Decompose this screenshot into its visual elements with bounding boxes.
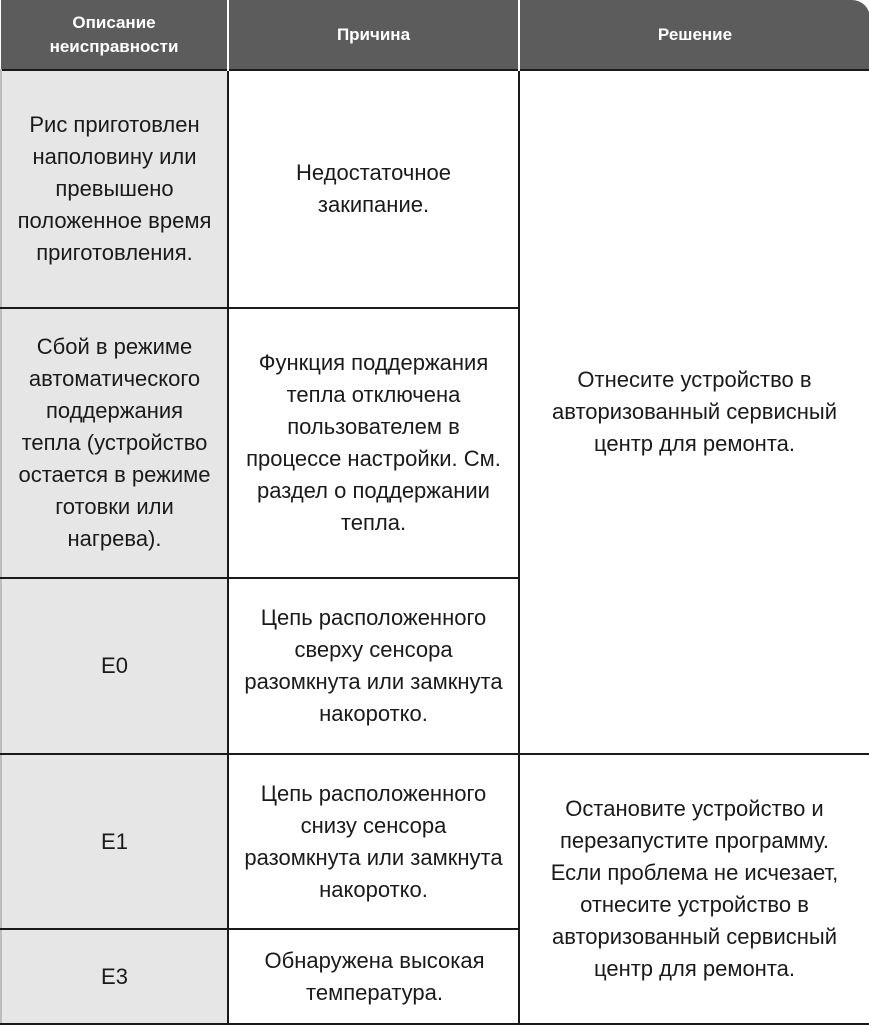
cause-text: Обнаружена высокая температура. bbox=[264, 947, 485, 1005]
cause-text: Функция поддержания тепла отключена пользователем в процессе настройки. См. раздел о поддержании тепла. bbox=[246, 350, 501, 535]
cause-cell bbox=[228, 308, 519, 578]
solution-cell-restart bbox=[519, 754, 869, 1024]
description-cell bbox=[1, 308, 228, 578]
description-cell: E0 bbox=[1, 578, 228, 754]
table-row bbox=[1, 754, 869, 929]
cause-cell bbox=[228, 929, 519, 1024]
header-cause: Причина bbox=[228, 0, 519, 70]
cause-cell bbox=[228, 754, 519, 929]
cause-text: Недостаточное закипание. bbox=[296, 160, 451, 217]
solution-text: Отнесите устройство в авторизованный сервисный центр для ремонта. bbox=[552, 367, 837, 456]
cause-text: Цепь расположенного сверху сенсора разомкнута или замкнута накоротко. bbox=[244, 605, 503, 726]
description-text: Сбой в режиме автоматического поддержания тепла (устройство остается в режиме готовки или нагрева). bbox=[18, 334, 211, 551]
header-solution: Решение bbox=[519, 0, 869, 70]
description-cell: Рис приготовлен наполовину или превышено положенное время приготовления. bbox=[1, 70, 228, 308]
header-description bbox=[1, 0, 228, 70]
cause-text: Цепь расположенного снизу сенсора разомкнута или замкнута накоротко. bbox=[244, 780, 503, 902]
header-description-label: Описание неисправности bbox=[49, 12, 179, 56]
cause-cell bbox=[228, 578, 519, 754]
description-cell: E1 bbox=[1, 754, 228, 929]
cause-cell bbox=[228, 70, 519, 308]
solution-text: Остановите устройство и перезапустите программу. Если проблема не исчезает, отнесите устройство в авторизованный сервисный центр для ремонта. bbox=[550, 796, 839, 981]
solution-cell-service bbox=[519, 70, 869, 754]
description-cell: E3 bbox=[1, 929, 228, 1024]
table-row bbox=[1, 70, 869, 308]
header-row bbox=[1, 0, 869, 70]
